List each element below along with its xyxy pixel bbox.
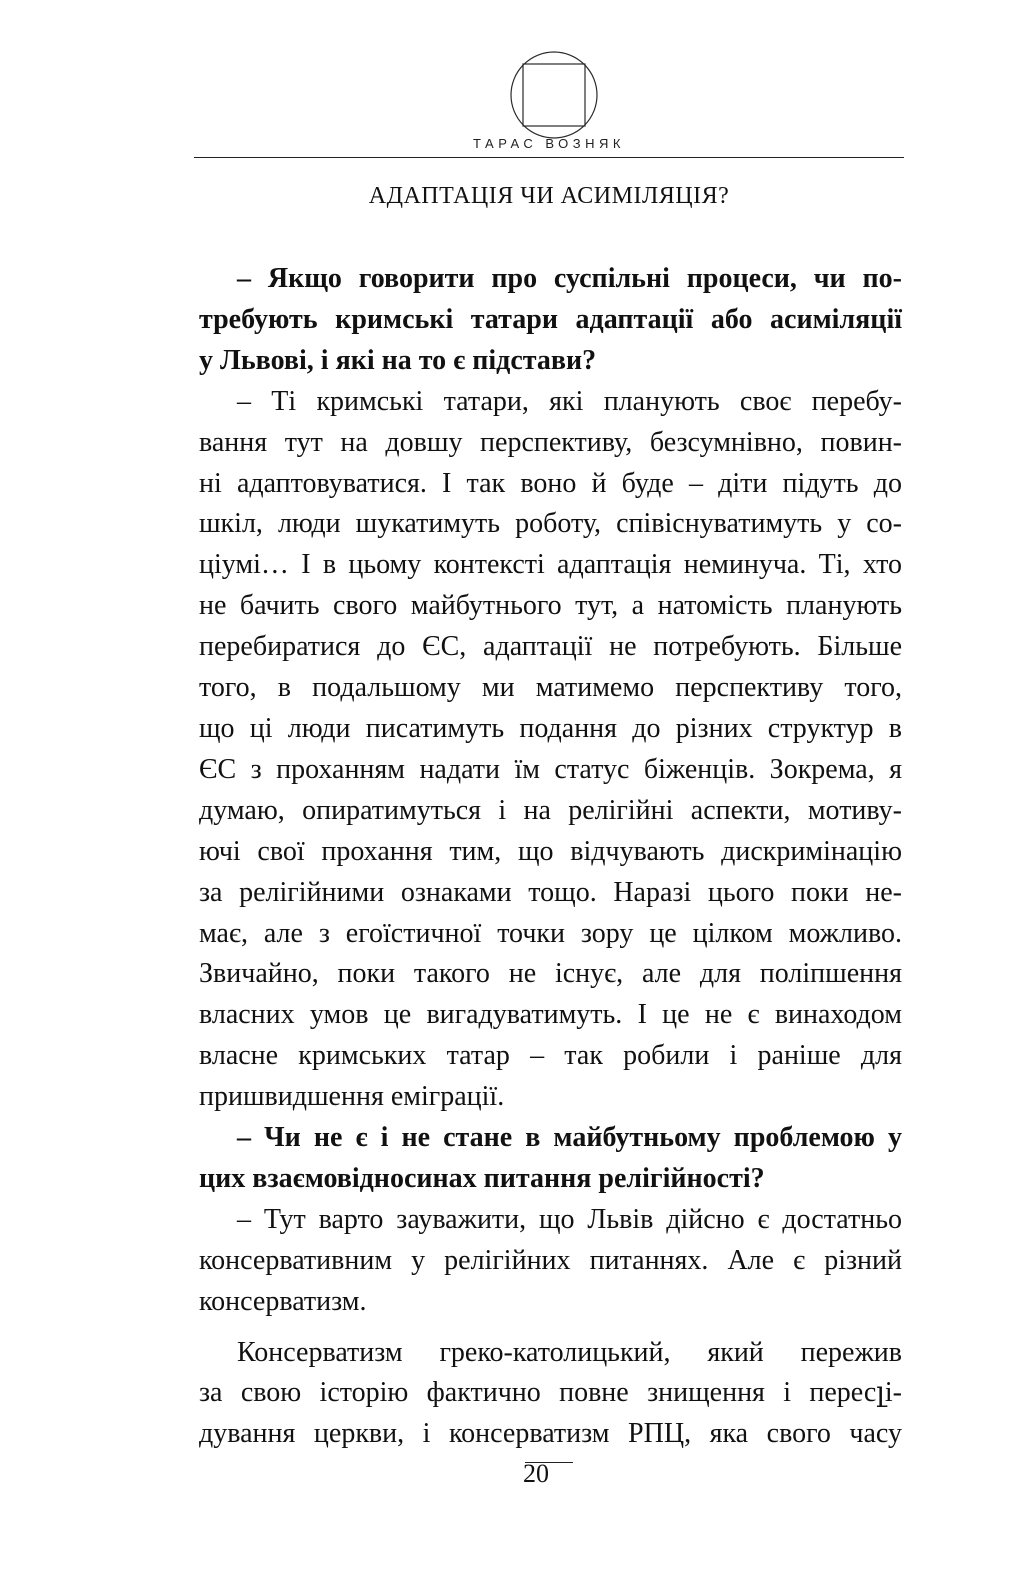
text-line: вання тут на довшу перспективу, безсумнівно, повин- [199, 426, 902, 458]
text-line: ючі свої прохання тим, що відчувають дискримінацію [199, 835, 902, 867]
text-line: за релігійними ознаками тощо. Наразі цього поки не- [199, 876, 902, 908]
text-line: пришвидшення еміграції. [199, 1081, 505, 1113]
text-line: цих взаємовідносинах питання релігійності? [199, 1162, 765, 1194]
interview-question [199, 259, 902, 382]
text-line: перебиратися до ЄС, адаптації не потребують. Більше [199, 631, 902, 663]
text-line: ціумі… І в цьому контексті адаптація неминуча. Ті, хто [199, 549, 902, 581]
body-paragraph [199, 1333, 902, 1456]
text-line: у Львові, і які на то є підстави? [199, 344, 597, 376]
text-line: що ці люди писатимуть подання до різних структур в [199, 712, 902, 744]
text-line: не бачить свого майбутнього тут, а натомість планують [199, 590, 902, 622]
text-line: дування церкви, і консерватизм РПЦ, яка свого часу [199, 1418, 902, 1450]
text-line: Консерватизм греко-католицький, який пережив [237, 1336, 902, 1368]
paragraph-gap [199, 1323, 902, 1333]
text-line: – Тут варто зауважити, що Львів дійсно є достатньо [237, 1203, 902, 1235]
chapter-title: АДАПТАЦІЯ ЧИ АСИМІЛЯЦІЯ? [368, 183, 730, 209]
text-line: консервативним у релігійних питаннях. Але є різний [199, 1244, 902, 1276]
text-line: шкіл, люди шукатимуть роботу, співіснуватимуть у со- [199, 508, 902, 540]
text-line: Звичайно, поки такого не існує, але для поліпшення [199, 958, 902, 990]
text-line: консерватизм. [199, 1285, 367, 1317]
text-line: за свою історію фактично повне знищення і пересլі- [199, 1377, 902, 1409]
header-rule [194, 157, 904, 158]
text-line: – Якщо говорити про суспільні процеси, чи по- [237, 263, 902, 294]
page-number: 20 [523, 1459, 549, 1488]
text-line: требують кримські татари адаптації або асиміляції [199, 303, 902, 335]
circle-square-emblem-icon [509, 50, 599, 140]
interview-question [199, 1118, 902, 1200]
text-line: власне кримських татар – так робили і раніше для [199, 1040, 902, 1072]
text-line: – Чи не є і не стане в майбутньому проблемою у [237, 1122, 902, 1154]
body-text [199, 259, 902, 1455]
interview-answer [199, 1200, 902, 1323]
interview-answer [199, 382, 902, 1118]
text-line: ЄС з проханням надати їм статус біженців. Зокрема, я [199, 753, 902, 785]
running-header-author: ТАРАС ВОЗНЯК [473, 136, 625, 151]
text-line: того, в подальшому ми матимемо перспективу того, [199, 672, 902, 704]
text-line: власних умов це вигадуватимуть. І це не є винаходом [199, 999, 902, 1031]
text-line: – Ті кримські татари, які планують своє перебу- [237, 385, 902, 417]
text-line: ні адаптовуватися. І так воно й буде – діти підуть до [199, 467, 902, 499]
text-line: має, але з егоїстичної точки зору це цілком можливо. [199, 917, 902, 949]
text-line: думаю, опиратимуться і на релігійні аспекти, мотиву- [199, 794, 902, 826]
